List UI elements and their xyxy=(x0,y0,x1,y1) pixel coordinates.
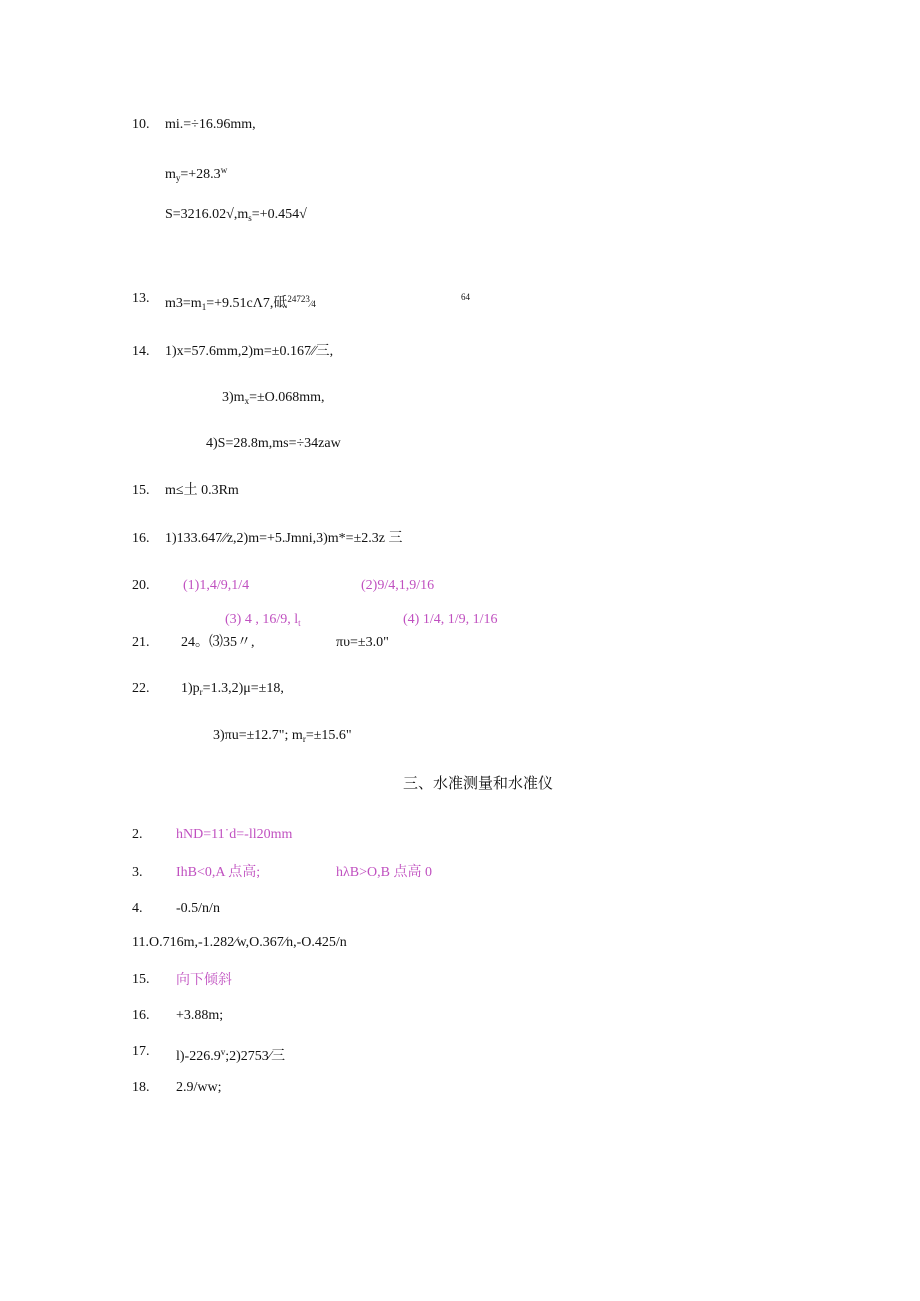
option-4: (4) 1/4, 1/9, 1/16 xyxy=(403,612,498,627)
item-number: 21. xyxy=(132,635,150,650)
item-number: 2. xyxy=(132,827,143,842)
item-number: 13. xyxy=(132,291,150,306)
answer-line: 向下倾斜 xyxy=(176,972,232,988)
option-3: (3) 4 , 16/9, $l_t$ xyxy=(225,612,301,628)
answer-line: mi.=÷16.96mm, xyxy=(165,117,256,132)
item-number: 20. xyxy=(132,578,150,593)
item-number: 17. xyxy=(132,1044,150,1059)
answer-line: IhB<0,A 点高; xyxy=(176,865,261,880)
answer-line: 3)πu=±12.7"; $m_r=\pm 15.6$" xyxy=(213,728,352,744)
answer-line: +3.88m; xyxy=(176,1008,224,1023)
answer-line: 24。⑶35〃, xyxy=(181,635,255,650)
item-number: 15. xyxy=(132,972,150,987)
item-number: 18. xyxy=(132,1080,150,1095)
side-note: 64 xyxy=(461,292,470,302)
option-1: (1)1,4/9,1/4 xyxy=(183,578,250,593)
answer-line: 4)S=28.8m,ms=÷34zaw xyxy=(206,436,341,451)
answer-line: 1)x=57.6mm,2)m=±0.167∕∕三, xyxy=(165,344,334,359)
answer-line: $m_y=+28.3^w$ xyxy=(165,165,228,183)
answer-line: $1)p_r=1.3,2)\mu=\pm 18$, xyxy=(181,681,284,697)
answer-line: $m3=m_1=+9.51c\Lambda 7$,砥$^{24723}$⁄4 xyxy=(165,294,316,312)
item-number: 15. xyxy=(132,483,150,498)
item-number: 14. xyxy=(132,344,150,359)
answer-line: hλB>O,B 点高 0 xyxy=(336,865,432,880)
item-number: 4. xyxy=(132,901,143,916)
item-number: 22. xyxy=(132,681,150,696)
answer-line: $S=3216.02√,m_s=+0.454√$ xyxy=(165,207,307,223)
item-number: 16. xyxy=(132,1008,150,1023)
answer-line: 1)133.647∕∕z,2)m=+5.Jmni,3)m*=±2.3z 三 xyxy=(165,531,403,546)
answer-line: m≤土 0.3Rm xyxy=(165,483,239,498)
answer-line: 2.9/ww; xyxy=(176,1080,222,1095)
answer-line: l)-226.9$^v$;2)2753∕三 xyxy=(176,1047,286,1064)
item-number: 3. xyxy=(132,865,143,880)
answer-line: 11.O.716m,-1.282∕w,O.367∕n,-O.425/n xyxy=(132,935,347,950)
option-2: (2)9/4,1,9/16 xyxy=(361,578,435,593)
answer-line: πυ=±3.0" xyxy=(336,635,389,650)
answer-line: -0.5/n/n xyxy=(176,901,220,916)
section-heading: 三、水准测量和水准仪 xyxy=(403,774,554,792)
item-number: 16. xyxy=(132,531,150,546)
item-number: 10. xyxy=(132,117,150,132)
answer-line: hND=11˙d=-ll20mm xyxy=(176,827,293,842)
answer-line: $3)m_x=\pm O.068mm$, xyxy=(222,390,325,406)
